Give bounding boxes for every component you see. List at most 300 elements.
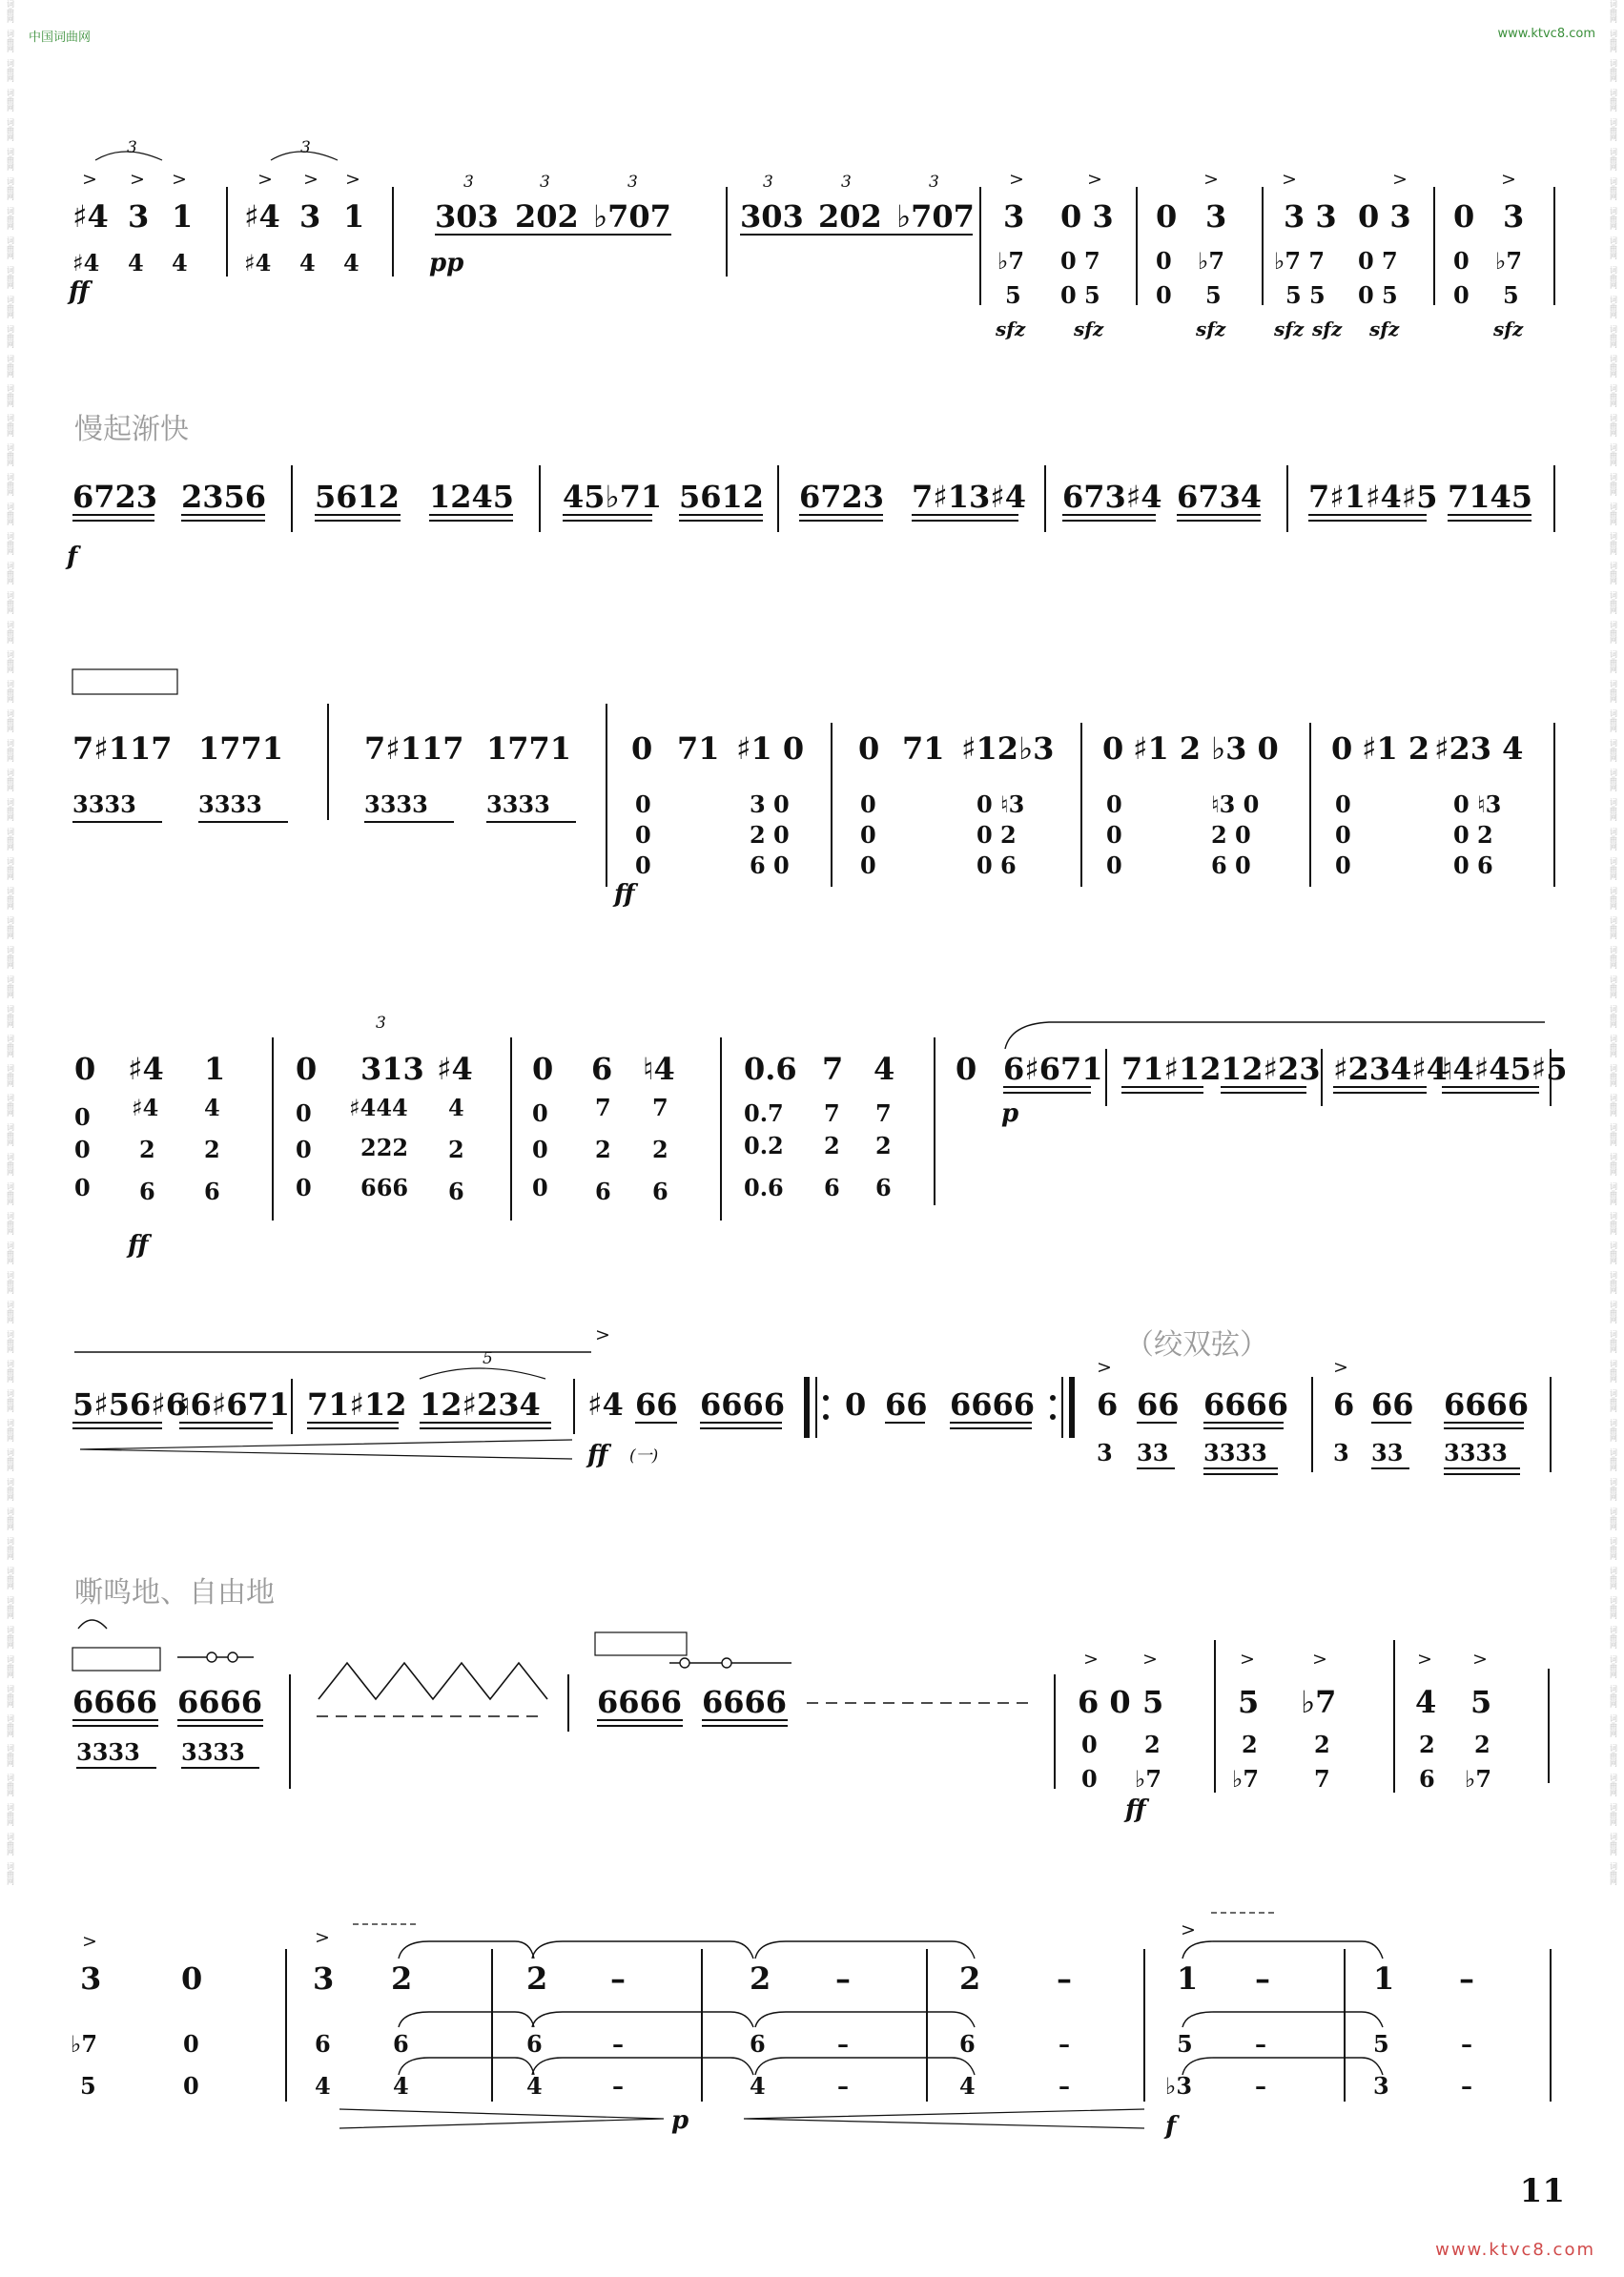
phrase-slur <box>1005 1022 1545 1049</box>
border-watermark-text: 词曲网 <box>1609 946 1618 969</box>
note-group: 1771 <box>198 730 284 767</box>
note-group: ♯1 2 <box>1362 730 1430 767</box>
technique-mark: （绞双弦） <box>1125 1328 1268 1362</box>
note: 0 <box>532 1174 548 1201</box>
note: 5 <box>1470 1684 1492 1720</box>
border-watermark-text: 词曲网 <box>1609 975 1618 998</box>
note: 4 <box>343 249 360 277</box>
note: 2 <box>875 1132 892 1159</box>
accent-mark: > <box>345 169 360 190</box>
note: 5 <box>1005 281 1021 309</box>
border-watermark-text: 词曲网 <box>1609 414 1618 437</box>
note: ♯4 <box>128 1051 164 1087</box>
border-watermark-text: 词曲网 <box>1609 0 1618 23</box>
note-group: 6666 <box>700 1386 786 1423</box>
dynamic-sfz: sfz <box>1312 318 1343 340</box>
note: ♯4 <box>437 1051 473 1087</box>
note: 3 0 <box>750 790 790 818</box>
note-group: 3333 <box>181 1738 245 1766</box>
accent-mark: > <box>1181 1919 1196 1940</box>
note: 4 <box>1415 1684 1437 1720</box>
border-watermark-text: 词曲网 <box>1609 621 1618 644</box>
dash: – <box>1255 2030 1266 2058</box>
note-group: 2356 <box>181 479 267 515</box>
note: ♮4 <box>643 1051 675 1087</box>
note: ♭7 <box>1135 1765 1162 1793</box>
border-watermark-text: 词曲网 <box>1609 1626 1618 1649</box>
note-group: 7♯117 <box>72 730 173 767</box>
note-group: 71 <box>902 730 945 767</box>
harmonic-circle <box>722 1658 731 1668</box>
note: 4 <box>750 2072 766 2100</box>
border-watermark-text: 词曲网 <box>1609 1123 1618 1146</box>
dash: – <box>837 2072 849 2100</box>
note: 6 <box>595 1178 611 1205</box>
border-watermark-text: 词曲网 <box>6 30 15 52</box>
tie <box>755 2012 975 2027</box>
border-watermark-text: 词曲网 <box>1609 384 1618 407</box>
border-watermark-text: 词曲网 <box>6 1271 15 1294</box>
note: 3 <box>313 1960 335 1997</box>
note-group: 6666 <box>1203 1386 1289 1423</box>
note: 0 <box>1102 730 1124 767</box>
border-watermark-text: 词曲网 <box>6 1182 15 1205</box>
triplet-number: 3 <box>763 173 773 192</box>
note-group: 666 <box>360 1174 409 1201</box>
note: 2 <box>448 1136 464 1163</box>
note-group: 3 3 <box>1284 198 1337 235</box>
tremolo-box <box>595 1632 687 1655</box>
border-watermark-text: 词曲网 <box>1609 650 1618 673</box>
note: 0 <box>181 1960 203 1997</box>
accent-mark: > <box>1097 1357 1112 1378</box>
note-group: ♭707 <box>896 198 975 235</box>
note-group: ♭3 0 <box>1211 730 1279 767</box>
border-watermark-text: 词曲网 <box>1609 1064 1618 1087</box>
note-group: 33 <box>1371 1439 1404 1467</box>
harmonic-circle <box>207 1652 216 1662</box>
note-group: 45♭71 <box>563 479 663 515</box>
triplet-number: 3 <box>540 173 550 192</box>
border-watermark-text: 词曲网 <box>1609 562 1618 585</box>
border-watermark-text: 词曲网 <box>1609 1596 1618 1619</box>
note-group: ♯1 2 <box>1133 730 1202 767</box>
dash: – <box>1059 2072 1070 2100</box>
note: ♭7 <box>1198 247 1225 275</box>
note: 2 0 <box>1211 821 1251 849</box>
border-watermark-text: 词曲网 <box>1609 1744 1618 1767</box>
note-group: 303 <box>740 198 804 235</box>
border-watermark-text: 词曲网 <box>1609 1567 1618 1590</box>
note: 0 <box>1453 247 1470 275</box>
note: 0 <box>296 1099 312 1127</box>
border-watermark-text: 词曲网 <box>1609 1005 1618 1028</box>
row-6 <box>72 1576 1549 1824</box>
note: 6 <box>526 2030 543 2058</box>
note: 0 <box>1081 1765 1098 1793</box>
accent-mark: > <box>1282 169 1297 190</box>
border-watermark-text: 词曲网 <box>6 1862 15 1885</box>
border-watermark-text: 词曲网 <box>6 384 15 407</box>
accent-mark: > <box>1240 1649 1255 1670</box>
note: 6 <box>591 1051 613 1087</box>
note-group: 66 <box>885 1386 928 1423</box>
dash: – <box>1459 1960 1474 1997</box>
note: 0 <box>532 1136 548 1163</box>
border-watermark-text: 词曲网 <box>6 1330 15 1353</box>
tie <box>399 1941 534 1959</box>
dash: – <box>1059 2030 1070 2058</box>
note: 4 <box>172 249 188 277</box>
dynamic-sfz: sfz <box>996 318 1026 340</box>
border-watermark-text: 词曲网 <box>1609 473 1618 496</box>
note: 0 6 <box>1453 851 1493 879</box>
border-watermark-text: 词曲网 <box>6 1448 15 1471</box>
note: 6 <box>139 1178 155 1205</box>
note: 3 <box>1097 1439 1113 1467</box>
note: 0 <box>635 851 651 879</box>
note: 7 <box>822 1051 844 1087</box>
border-watermark-text: 词曲网 <box>6 1153 15 1176</box>
border-watermark-text: 词曲网 <box>1609 296 1618 318</box>
row-5 <box>72 1324 1551 1474</box>
note-group: ♯234♯4 <box>1333 1051 1449 1087</box>
border-watermark-text: 词曲网 <box>1609 591 1618 614</box>
border-watermark-text: 词曲网 <box>6 0 15 23</box>
note-group: 6666 <box>72 1684 158 1720</box>
note: 0 <box>1156 247 1172 275</box>
border-watermark-text: 词曲网 <box>1609 1271 1618 1294</box>
tie <box>532 2012 753 2027</box>
note-group: 6666 <box>1444 1386 1530 1423</box>
tie <box>1182 2012 1383 2027</box>
accent-mark: > <box>595 1324 610 1345</box>
border-watermark-text: 词曲网 <box>6 473 15 496</box>
border-watermark-text: 词曲网 <box>1609 532 1618 555</box>
note: 5 <box>1503 281 1519 309</box>
note: 0 <box>1335 851 1351 879</box>
border-watermark-text: 词曲网 <box>6 89 15 112</box>
note: 1 <box>1373 1960 1395 1997</box>
note: 2 <box>526 1960 548 1997</box>
dynamic-sfz: sfz <box>1493 318 1524 340</box>
note-group: 0 7 <box>1358 247 1398 275</box>
border-watermark-text: 词曲网 <box>1609 1212 1618 1235</box>
row-3 <box>72 669 1554 909</box>
border-watermark-text: 词曲网 <box>6 1714 15 1737</box>
border-watermark-text: 词曲网 <box>6 1655 15 1678</box>
note: 6 <box>448 1178 464 1205</box>
border-watermark-text: 词曲网 <box>6 118 15 141</box>
border-watermark-text: 词曲网 <box>1609 1448 1618 1471</box>
note: 7 <box>652 1094 668 1121</box>
note: 0 <box>631 730 653 767</box>
note: 3 <box>80 1960 102 1997</box>
note: 6 0 <box>1211 851 1251 879</box>
triplet-number: 3 <box>376 1014 386 1033</box>
note-group: 202 <box>818 198 882 235</box>
note: 0 7 <box>1060 247 1100 275</box>
accent-mark: > <box>82 1931 97 1952</box>
border-watermark-text: 词曲网 <box>6 975 15 998</box>
note-group: 3333 <box>1444 1439 1508 1467</box>
border-watermark-text: 词曲网 <box>1609 443 1618 466</box>
note: 1 <box>343 198 365 235</box>
border-watermark-text: 词曲网 <box>1609 1508 1618 1530</box>
border-watermark-text: 词曲网 <box>1609 1537 1618 1560</box>
note: 5 <box>80 2072 96 2100</box>
note: 6 <box>1333 1386 1355 1423</box>
note: 4 <box>874 1051 895 1087</box>
border-watermark-text: 词曲网 <box>1609 1655 1618 1678</box>
footer-watermark: www.ktvc8.com <box>1435 2240 1595 2260</box>
border-watermark-text: 词曲网 <box>1609 887 1618 910</box>
border-watermark-text: 词曲网 <box>6 1626 15 1649</box>
border-watermark-text: 词曲网 <box>1609 739 1618 762</box>
repeat-dot <box>1050 1395 1056 1401</box>
dash: – <box>1461 2072 1472 2100</box>
note: 0 <box>74 1174 91 1201</box>
border-watermark-text: 词曲网 <box>6 1241 15 1264</box>
note: 0 <box>860 790 876 818</box>
border-watermark-text: 词曲网 <box>6 828 15 851</box>
repeat-dot <box>823 1395 829 1401</box>
border-watermark-text: 词曲网 <box>1609 769 1618 791</box>
border-watermark-text: 词曲网 <box>6 296 15 318</box>
tie <box>755 2058 975 2075</box>
note: 0 <box>74 1136 91 1163</box>
note-group: ♭707 <box>593 198 671 235</box>
note: 0 <box>1081 1731 1098 1758</box>
border-watermark-text: 词曲网 <box>1609 857 1618 880</box>
note: ♯4 <box>244 198 280 235</box>
note: 4 <box>204 1094 220 1121</box>
accent-mark: > <box>1203 169 1219 190</box>
border-watermark-text: 词曲网 <box>6 1596 15 1619</box>
border-watermark-text: 词曲网 <box>1609 1182 1618 1205</box>
dynamic-pp: pp <box>429 249 464 277</box>
note: 0 <box>296 1136 312 1163</box>
note-group: 673♯4 <box>1062 479 1162 515</box>
dynamic-p: p <box>1001 1099 1019 1128</box>
dash: – <box>837 2030 849 2058</box>
dynamic-f: f <box>1165 2112 1177 2141</box>
page-number: 11 <box>1519 2172 1565 2210</box>
border-watermark-text: 词曲网 <box>6 1537 15 1560</box>
border-watermark-text: 词曲网 <box>1609 798 1618 821</box>
note: 0 <box>845 1386 867 1423</box>
note: 0 <box>74 1051 96 1087</box>
border-watermark-text: 词曲网 <box>1609 207 1618 230</box>
note: 1 <box>204 1051 226 1087</box>
note: ♯4 <box>132 1094 159 1121</box>
note-group: 202 <box>515 198 579 235</box>
note: 6 <box>824 1174 840 1201</box>
note: 4 <box>315 2072 331 2100</box>
border-watermark-text: 词曲网 <box>1609 89 1618 112</box>
note-group: 5♯56♯6 <box>72 1386 188 1423</box>
note: 0 <box>296 1174 312 1201</box>
border-watermark-text: 词曲网 <box>6 798 15 821</box>
glissando-wave <box>319 1663 547 1699</box>
note: 4 <box>448 1094 464 1121</box>
note: ♭7 <box>1495 247 1523 275</box>
accent-mark: > <box>1472 1649 1488 1670</box>
note: ♭7 <box>1301 1684 1337 1720</box>
note: 2 <box>139 1136 155 1163</box>
dash: – <box>612 2072 624 2100</box>
border-watermark-text: 词曲网 <box>6 650 15 673</box>
note-group: 7♯1♯4♯5 <box>1308 479 1438 515</box>
note: ♭7 <box>997 247 1025 275</box>
note: 2 <box>824 1132 840 1159</box>
site-name: 中国词曲网 <box>29 31 92 45</box>
note: 6 <box>204 1178 220 1205</box>
note: 0 <box>532 1099 548 1127</box>
border-watermark-text: 词曲网 <box>1609 1153 1618 1176</box>
note: ♯4 <box>72 198 109 235</box>
border-watermark-text: 词曲网 <box>6 266 15 289</box>
dash: – <box>1255 1960 1270 1997</box>
tremolo-box <box>72 669 177 694</box>
note: 2 <box>204 1136 220 1163</box>
accent-mark: > <box>1312 1649 1327 1670</box>
note: 5 <box>1177 2030 1193 2058</box>
accent-mark: > <box>257 169 273 190</box>
dynamic-sfz: sfz <box>1074 318 1104 340</box>
note-group: 6723 <box>799 479 885 515</box>
note: 4 <box>959 2072 976 2100</box>
border-watermark-text: 词曲网 <box>6 1389 15 1412</box>
note: 0 <box>1331 730 1353 767</box>
note: 0 <box>860 821 876 849</box>
note-group: ♭7 7 <box>1274 247 1326 275</box>
note: 4 <box>299 249 316 277</box>
border-watermark-text: 词曲网 <box>1609 916 1618 939</box>
row-2 <box>65 413 1554 571</box>
note: 6 <box>875 1174 892 1201</box>
note-group: 6666 <box>950 1386 1036 1423</box>
border-watermark-text: 词曲网 <box>6 1744 15 1767</box>
note: 6 <box>393 2030 409 2058</box>
triplet-number: 3 <box>463 173 474 192</box>
note-group: 0.6 <box>744 1174 784 1201</box>
note-group: ♮6♯671 <box>179 1386 290 1423</box>
note: 2 <box>1144 1731 1161 1758</box>
border-watermark-text: 词曲网 <box>6 1685 15 1708</box>
triplet-number: 3 <box>841 173 852 192</box>
note: ♯4 <box>244 249 272 277</box>
note: 0 <box>1106 851 1122 879</box>
note: 0 <box>1453 198 1475 235</box>
tie <box>1182 2058 1383 2075</box>
tempo-mark: 慢起渐快 <box>74 413 189 446</box>
note: 0 <box>296 1051 318 1087</box>
tie <box>399 2058 534 2075</box>
note-group: 6666 <box>597 1684 683 1720</box>
border-watermark-text: 词曲网 <box>1609 355 1618 378</box>
note-group: 12♯23 <box>1221 1051 1321 1087</box>
note-group: 3333 <box>364 790 428 818</box>
border-watermark-text: 词曲网 <box>6 532 15 555</box>
dash: – <box>612 2030 624 2058</box>
accent-mark: > <box>315 1927 330 1948</box>
note-group: 3333 <box>198 790 262 818</box>
border-watermark-text: 词曲网 <box>1609 1360 1618 1383</box>
dynamic-ff: ff <box>128 1231 149 1260</box>
triplet-number: 3 <box>127 138 137 157</box>
border-watermark-text: 词曲网 <box>6 1774 15 1796</box>
note: 3 <box>299 198 321 235</box>
note: 2 <box>1314 1731 1330 1758</box>
note: 6 <box>750 2030 766 2058</box>
note: 5 <box>1238 1684 1260 1720</box>
note-group: 71 <box>677 730 720 767</box>
note: 0 <box>635 821 651 849</box>
tie <box>532 2058 753 2075</box>
tie <box>399 2012 534 2027</box>
note-group: 0.2 <box>744 1132 784 1159</box>
note: 3 <box>1205 198 1227 235</box>
note-group: 7145 <box>1448 479 1533 515</box>
note: ♯4 <box>72 249 100 277</box>
note: 5 <box>1373 2030 1389 2058</box>
border-watermark-text: 词曲网 <box>1609 236 1618 259</box>
dynamic-p: p <box>671 2106 689 2135</box>
dash: – <box>1461 2030 1472 2058</box>
dynamic-paren: (一) <box>629 1446 659 1466</box>
border-watermark-text: 词曲网 <box>6 1508 15 1530</box>
row-1 <box>67 138 1554 340</box>
note: 4 <box>526 2072 543 2100</box>
accent-mark: > <box>303 169 319 190</box>
note: 6 <box>315 2030 331 2058</box>
accent-mark: > <box>130 169 145 190</box>
dash: – <box>1255 2072 1266 2100</box>
note: 0 <box>635 790 651 818</box>
accent-mark: > <box>1417 1649 1432 1670</box>
note: ♭3 <box>1165 2072 1193 2100</box>
tremolo-box <box>72 1648 160 1671</box>
note: 1 <box>1177 1960 1199 1997</box>
note-group: 303 <box>435 198 499 235</box>
note: 0 <box>74 1103 91 1131</box>
dash: – <box>1057 1960 1072 1997</box>
note: 0 5 <box>1060 281 1100 309</box>
note: 2 <box>959 1960 981 1997</box>
note-group: 71♯12 <box>1121 1051 1222 1087</box>
border-watermark-text: 词曲网 <box>6 621 15 644</box>
note: 1 <box>172 198 194 235</box>
border-watermark-text: 词曲网 <box>6 916 15 939</box>
row-7 <box>71 1913 1551 2141</box>
note: 2 0 <box>750 821 790 849</box>
border-watermark-text: 词曲网 <box>6 1301 15 1323</box>
border-watermark-text: 词曲网 <box>6 946 15 969</box>
border-watermark-text: 词曲网 <box>1609 1389 1618 1412</box>
note: 5 <box>1142 1684 1164 1720</box>
note: 0 <box>532 1051 554 1087</box>
note-group: 3333 <box>486 790 550 818</box>
accent-mark: > <box>1333 1357 1348 1378</box>
tie <box>1182 1941 1383 1959</box>
border-watermark-text: 词曲网 <box>1609 177 1618 200</box>
note-group: 3333 <box>1203 1439 1267 1467</box>
note-group: 5 5 <box>1285 281 1326 309</box>
note-group: ♯23 4 <box>1434 730 1524 767</box>
note-group: ♮4♯45♯5 <box>1442 1051 1568 1087</box>
note: 0 <box>1106 821 1122 849</box>
